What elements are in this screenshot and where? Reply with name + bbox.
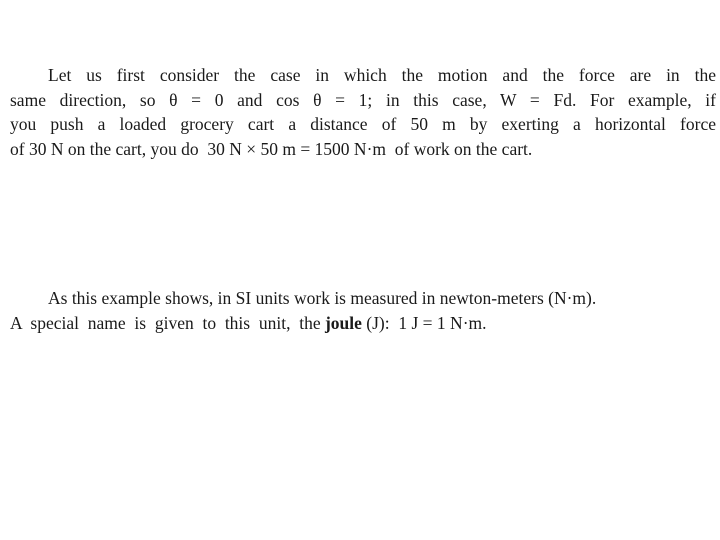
paragraph-joule-definition	[10, 286, 716, 335]
joule-term: joule	[324, 312, 362, 333]
paragraph1-line-2: same direction, so θ = 0 and cos θ = 1; in this case, W = Fd. For example, if	[10, 89, 716, 110]
paragraph2-line-1: As this example shows, in SI units work is measured in newton-meters (N·m).	[48, 288, 597, 308]
paragraph2-line-2-suffix: (J): 1 J = 1 N·m.	[361, 312, 487, 333]
paragraph2-line-2	[10, 311, 716, 336]
paragraph-work-definition	[10, 63, 716, 161]
paragraph1-line-3: you push a loaded grocery cart a distance of 50 m by exerting a horizontal force	[10, 114, 716, 134]
paragraph1-line-1: Let us first consider the case in which the motion and the force are in the	[48, 65, 716, 85]
paragraph1-line-4: of 30 N on the cart, you do 30 N × 50 m = 1500 N·m of work on the cart.	[10, 138, 533, 159]
paragraph2-line-2-prefix: A special name is given to this unit, the	[10, 312, 325, 333]
